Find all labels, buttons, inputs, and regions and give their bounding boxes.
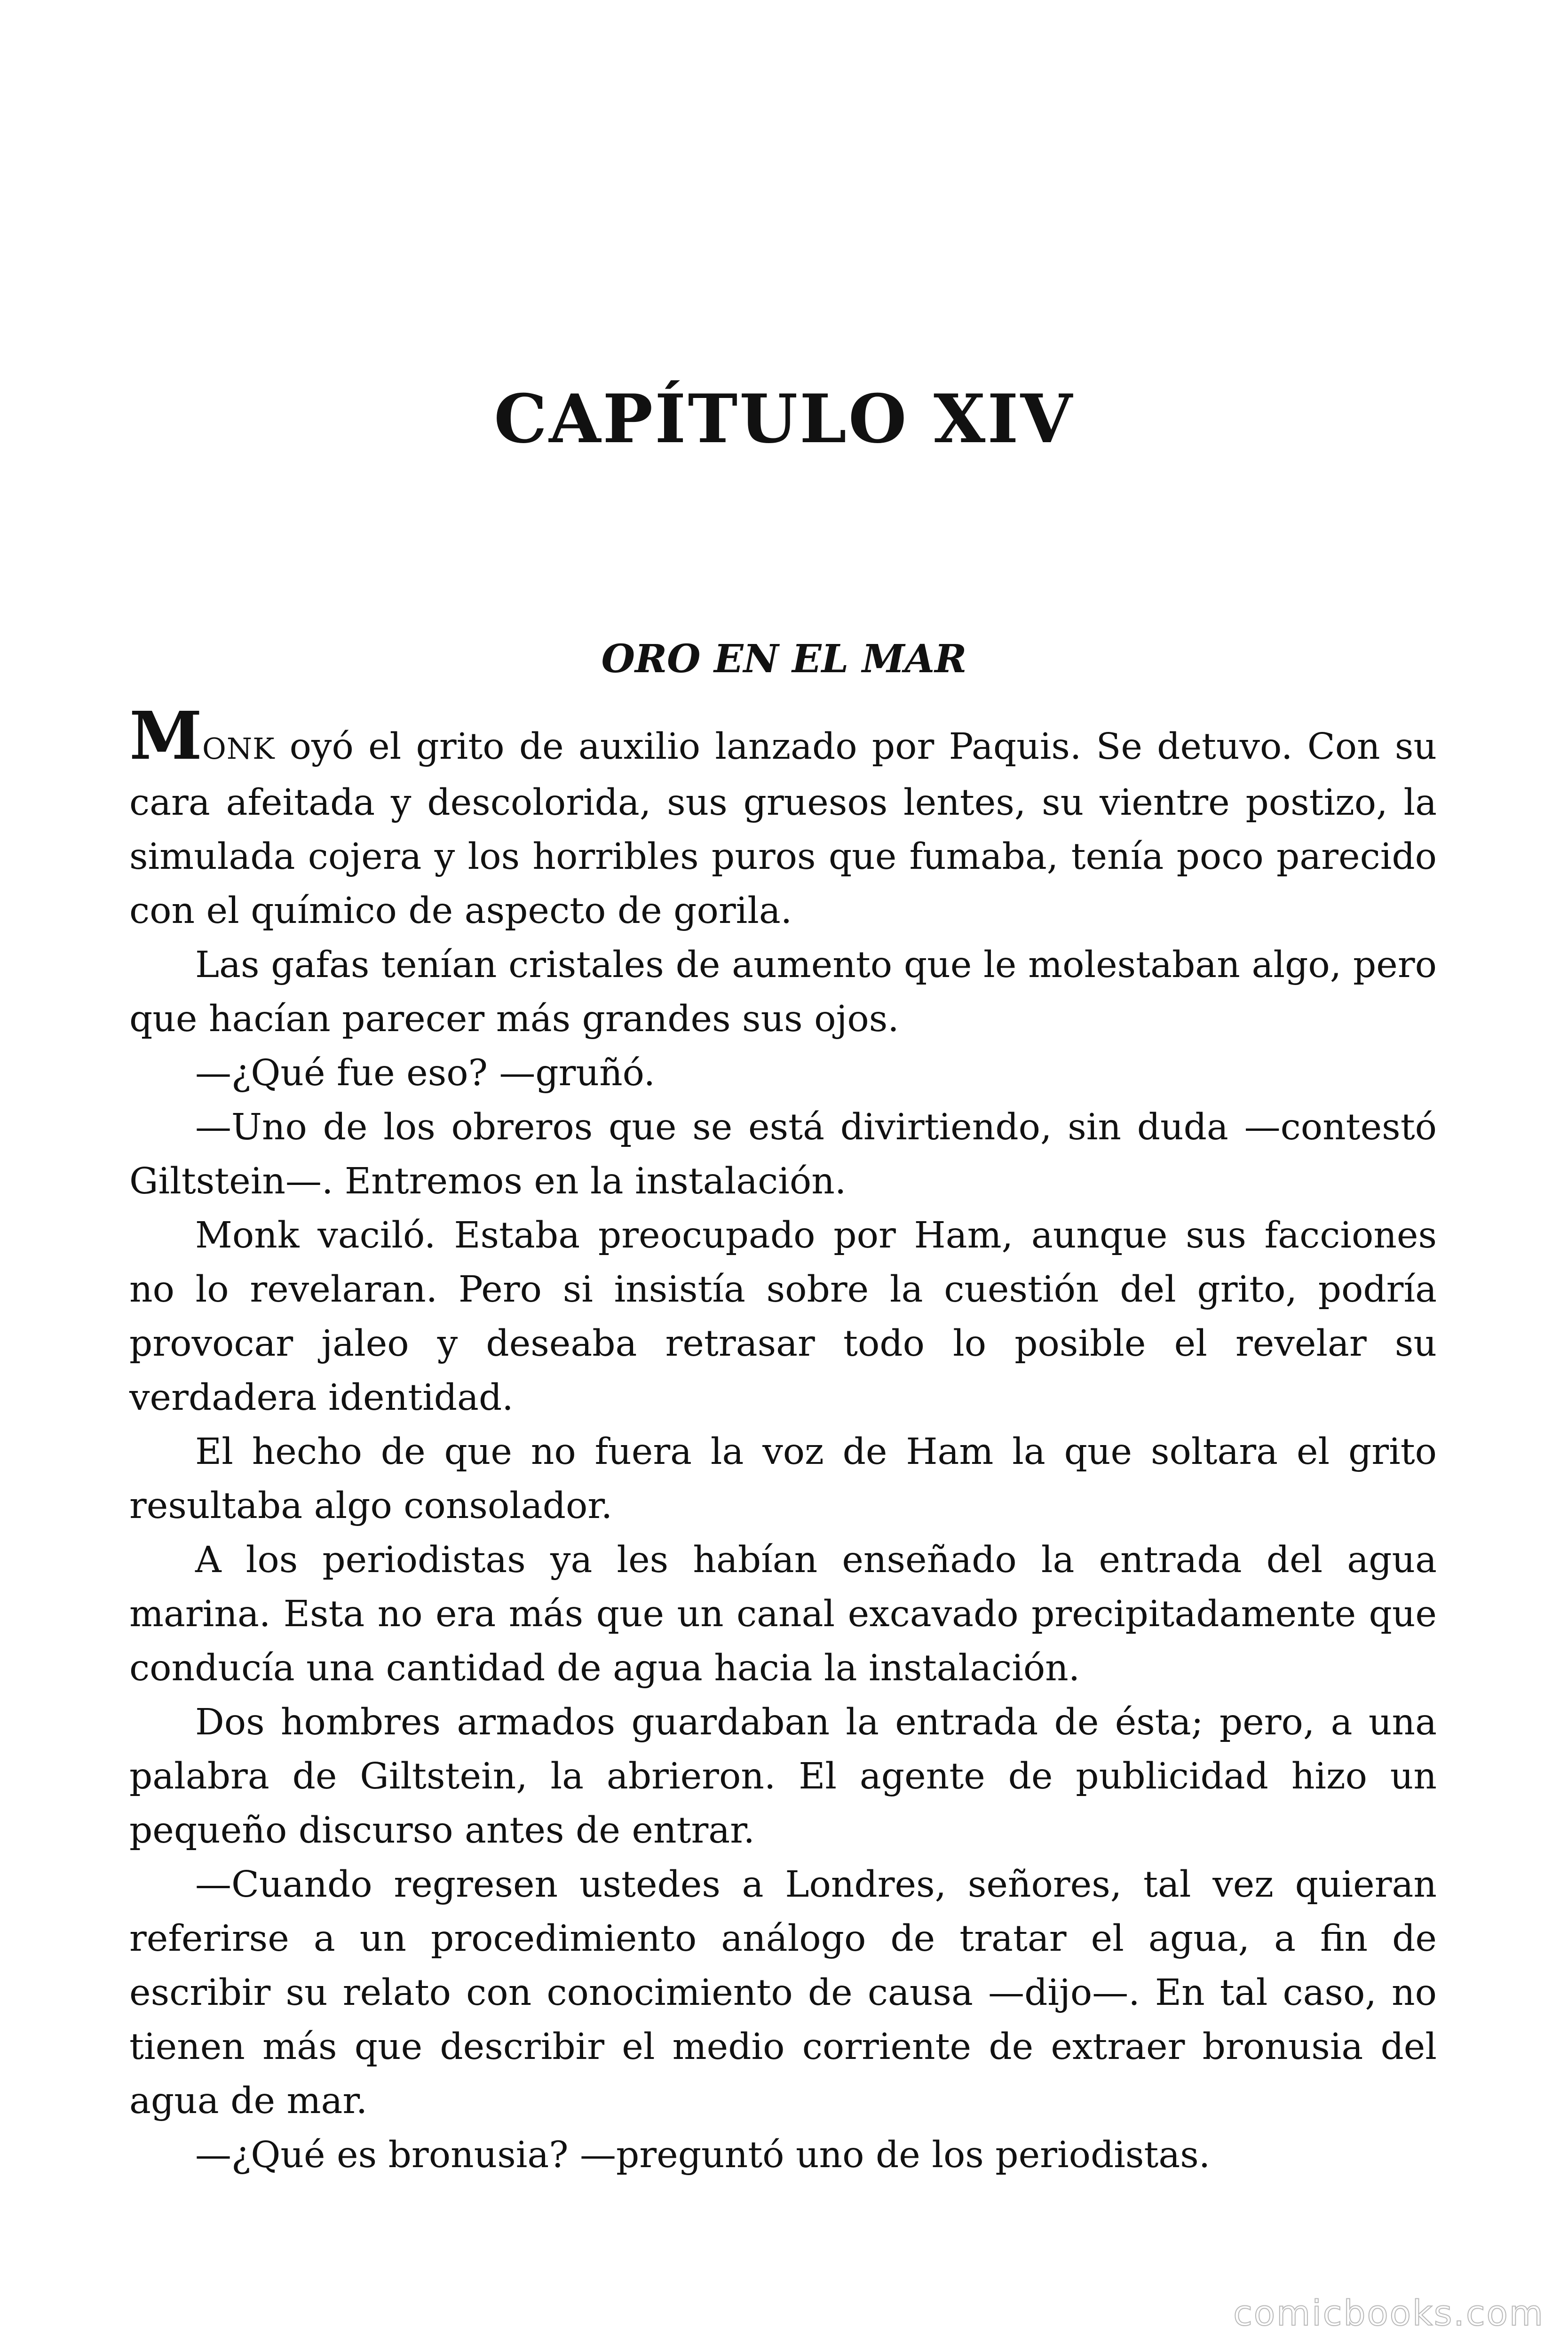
drop-cap: M	[129, 698, 202, 775]
paragraph	[129, 698, 1437, 938]
watermark: comicbooks.com	[1233, 2293, 1544, 2334]
paragraph: El hecho de que no fuera la voz de Ham la que soltara el grito resultaba algo consolador.	[129, 1431, 1437, 1527]
body-text	[129, 698, 1437, 2182]
paragraph: A los periodistas ya les habían enseñado la entrada del agua marina. Esta no era más que un canal excavado precipitadamente que conducía una cantidad de agua hacia la instalación.	[129, 1539, 1437, 1689]
paragraph: —¿Qué fue eso? —gruñó.	[195, 1052, 656, 1094]
paragraph: —¿Qué es bronusia? —preguntó uno de los periodistas.	[195, 2134, 1211, 2176]
paragraph-text: oyó el grito de auxilio lanzado por Paquis. Se detuvo. Con su cara afeitada y descolorida, sus gruesos lentes, su vientre postizo, la simulada cojera y los horribles puros que fumaba, tenía poco parecido con el químico de aspecto de gorila.	[129, 726, 1437, 932]
small-caps-word: ONK	[202, 731, 275, 766]
paragraph: —Cuando regresen ustedes a Londres, señores, tal vez quieran referirse a un procedimiento análogo de tratar el agua, a fin de escribir su relato con conocimiento de causa —dijo—. En tal caso, no tienen más que describir el medio corriente de extraer bronusia del agua de mar.	[129, 1864, 1437, 2122]
paragraph: Monk vaciló. Estaba preocupado por Ham, aunque sus facciones no lo revelaran. Pero si insistía sobre la cuestión del grito, podría provocar jaleo y deseaba retrasar todo lo posible el revelar su verdadera identidad.	[129, 1215, 1437, 1419]
paragraph: Las gafas tenían cristales de aumento que le molestaban algo, pero que hacían parecer más grandes sus ojos.	[129, 944, 1437, 1040]
paragraph: —Uno de los obreros que se está divirtiendo, sin duda —contestó Giltstein—. Entremos en la instalación.	[129, 1106, 1437, 1202]
chapter-subtitle: ORO EN EL MAR	[601, 636, 967, 682]
paragraph: Dos hombres armados guardaban la entrada de ésta; pero, a una palabra de Giltstein, la abrieron. El agente de publicidad hizo un pequeño discurso antes de entrar.	[129, 1701, 1437, 1851]
chapter-title: CAPÍTULO XIV	[494, 380, 1074, 458]
